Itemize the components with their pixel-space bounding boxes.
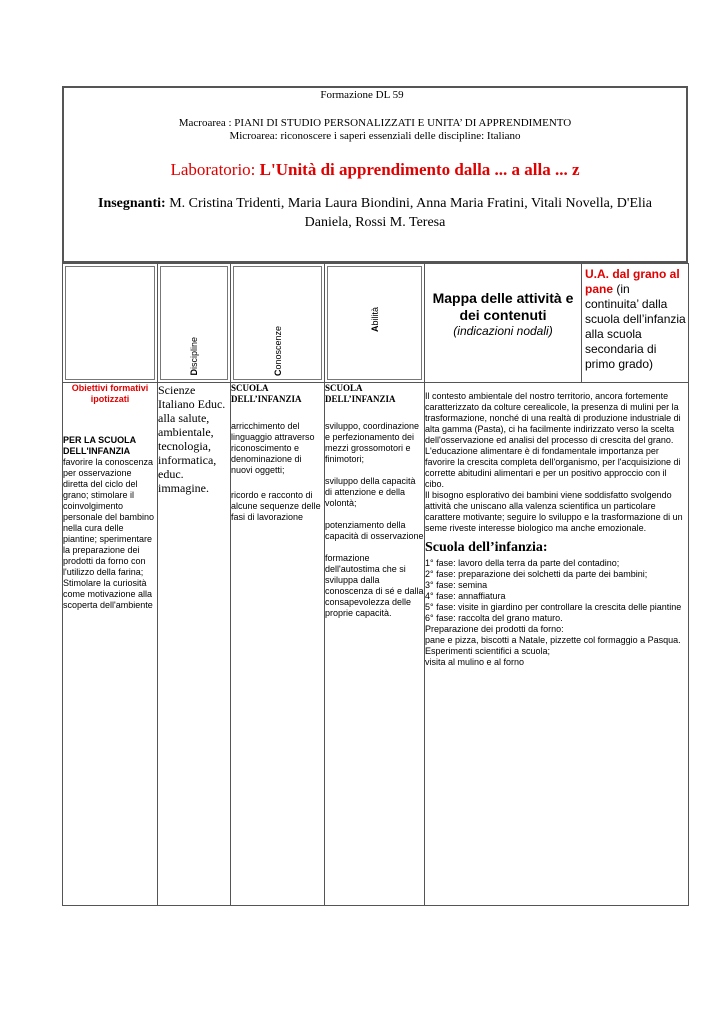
header-conoscenze (231, 264, 325, 383)
phase-10: visita al mulino e al forno (425, 657, 525, 667)
contents-p3: Il bisogno esplorativo dei bambini viene soddisfatto svolgendo attività che uniscano alla valenza scientifica un particolare carattere motivante; seguire lo sviluppo e la trasformazione di un seme riveste interesse biologico ma anche emozionale. (425, 490, 683, 533)
teachers-label: Insegnanti: (98, 196, 166, 211)
phase-8: pane e pizza, biscotti a Natale, pizzette col formaggio a Pasqua. (425, 635, 681, 645)
contents-p2: L'educazione alimentare è di fondamentale importanza per favorire la crescita completa dell'organismo, per l'acquisizione di corrette abitudini alimentari e per un positivo approccio con il cibo. (425, 446, 681, 489)
abilita-label: Abilità (369, 306, 380, 332)
phase-2: 2° fase: preparazione dei solchetti da parte dei bambini; (425, 569, 648, 579)
contents-school: Scuola dell’infanzia: (425, 540, 548, 555)
activity-table (62, 263, 689, 906)
phase-3: 3° fase: semina (425, 580, 488, 590)
mappa-title: Mappa delle attività e dei contenuti (432, 290, 574, 323)
disciplines-cell: Scienze Italiano Educ. alla salute, ambientale, tecnologia, informatica, educ. immagine. (158, 383, 231, 906)
objectives-cell (63, 383, 158, 906)
contents-intro: Il contesto ambientale del nostro territorio, ancora fortemente caratterizzato da colture cerealicole, la presenza di mulini per la trasformazione, nonché di una realtà di produzione industriale di alta gamma (Pasta), ci ha facilmente indirizzato verso la scelta dell'osservazione ed analisi del processo di crescita del grano. (425, 391, 681, 445)
abilita-p3: potenziamento della capacità di osservazione (325, 520, 424, 541)
header-row (63, 264, 689, 383)
page-title: Formazione DL 59 (320, 89, 404, 101)
objectives-text: favorire la conoscenza per osservazione diretta del ciclo del grano; stimolare il coinvolgimento personale del bambino nella cura delle piantine; sperimentare la preparazione dei prodotti da forno con l'utilizzo della farina; Stimolare la curiosità come motivazione alla scoperta dell'ambiente (63, 457, 155, 610)
header-discipline (158, 264, 231, 383)
lab-prefix: Laboratorio: (170, 160, 260, 179)
objectives-title: Obiettivi formativi ipotizzati (71, 383, 149, 404)
mappa-subtitle: (indicazioni nodali) (453, 324, 553, 338)
area-info (64, 117, 686, 143)
conoscenze-school: SCUOLA DELL’INFANZIA (231, 383, 302, 404)
lab-title (64, 160, 686, 180)
conoscenze-p2: ricordo e racconto di alcune sequenze delle fasi di lavorazione (231, 490, 321, 522)
microarea: Microarea: riconoscere i saperi essenziali delle discipline: Italiano (229, 130, 521, 142)
abilita-cell (325, 383, 425, 906)
header-objectives (63, 264, 158, 383)
teachers-names: M. Cristina Tridenti, Maria Laura Biondini, Anna Maria Fratini, Vitali Novella, D'Elia Daniela, Rossi M. Teresa (165, 196, 652, 230)
conoscenze-p1: arricchimento del linguaggio attraverso riconoscimento e denominazione di nuovi oggetti; (231, 421, 315, 475)
body-row (63, 383, 689, 906)
discipline-label: Discipline (189, 337, 199, 376)
abilita-p4: formazione dell'autostima che si sviluppa dalla conoscenza di sé e dalla consapevolezza delle proprie capacità. (325, 553, 424, 618)
header-ua (582, 264, 689, 383)
phase-5: 5° fase: visite in giardino per controllare la crescita delle piantine (425, 602, 682, 612)
phase-6: 6° fase: raccolta del grano maturo. (425, 613, 563, 623)
phase-1: 1° fase: lavoro della terra da parte del contadino; (425, 558, 620, 568)
teachers (64, 194, 686, 232)
abilita-p2: sviluppo della capacità di attenzione e della volontà; (325, 476, 416, 508)
lab-main: L'Unità di apprendimento dalla ... a alla ... z (259, 160, 580, 179)
header-mappa (425, 264, 582, 383)
contents-cell (425, 383, 689, 906)
abilita-p1: sviluppo, coordinazione e perfezionamento dei mezzi grossomotori e finimotori; (325, 421, 420, 464)
phase-9: Esperimenti scientifici a scuola; (425, 646, 551, 656)
conoscenze-label: Conoscenze (272, 325, 283, 376)
phase-4: 4° fase: annaffiatura (425, 591, 506, 601)
conoscenze-cell (231, 383, 325, 906)
ua-description: (in continuita’ dalla scuola dell’infanzia alla scuola secondaria di primo grado) (585, 282, 686, 371)
objectives-school: PER LA SCUOLA DELL'INFANZIA (63, 435, 136, 456)
ua-title: U.A. dal grano al pane (585, 267, 680, 296)
macroarea: Macroarea : PIANI DI STUDIO PERSONALIZZATI E UNITA’ DI APPRENDIMENTO (178, 117, 572, 129)
header-abilita (325, 264, 425, 383)
header-box (62, 86, 688, 263)
phase-7: Preparazione dei prodotti da forno: (425, 624, 564, 634)
abilita-school: SCUOLA DELL’INFANZIA (325, 383, 396, 404)
